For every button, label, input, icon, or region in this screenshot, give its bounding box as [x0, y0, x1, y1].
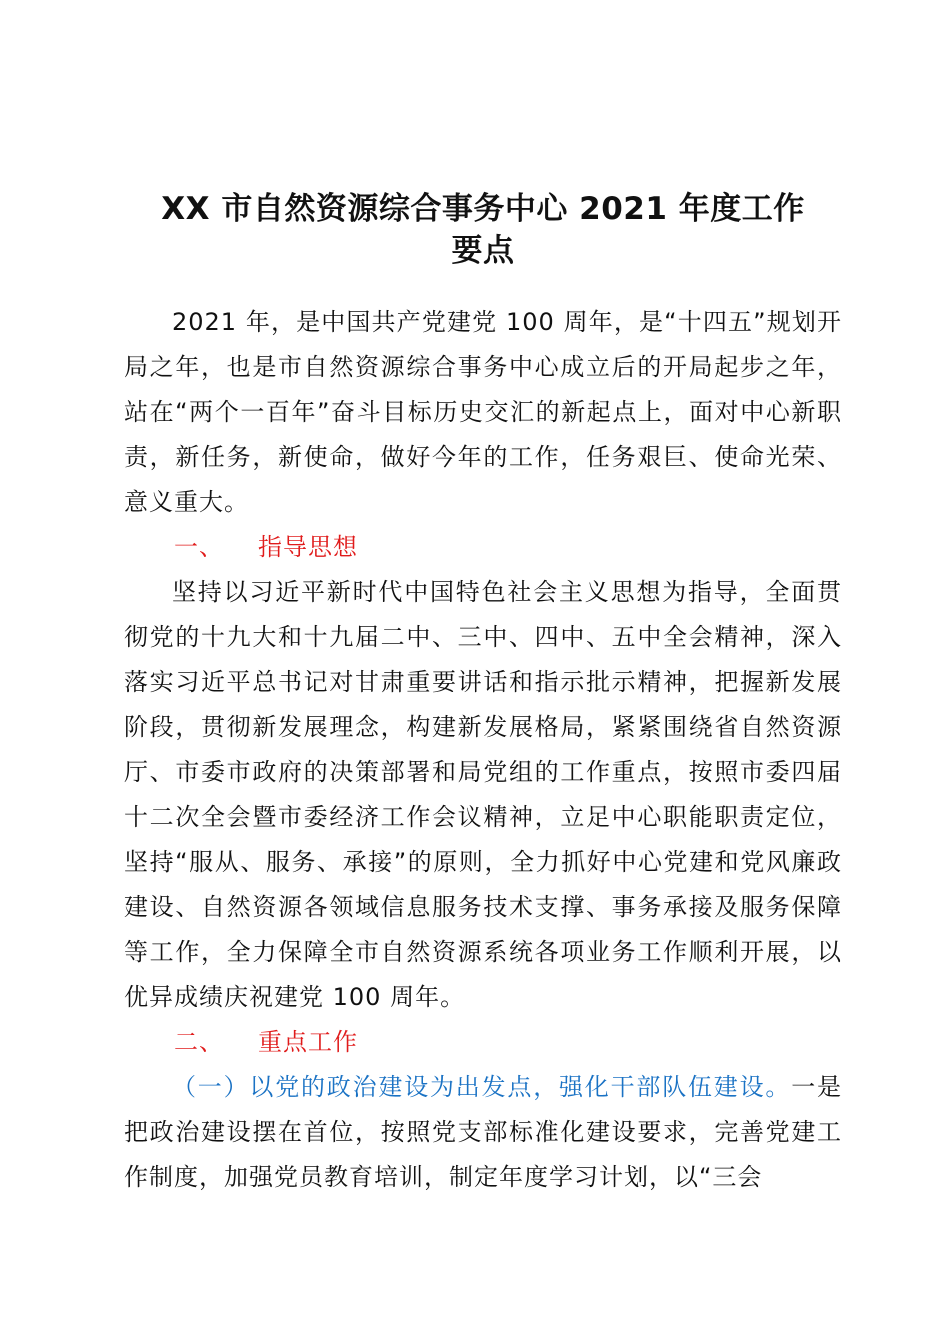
section-number-2: 二、: [174, 1028, 224, 1056]
document-title: [124, 188, 842, 272]
intro-paragraph: 2021 年，是中国共产党建党 100 周年，是“十四五”规划开局之年，也是市自然资源综合事务中心成立后的开局起步之年，站在“两个一百年”奋斗目标历史交汇的新起点上，面对中心新职责，新任务，新使命，做好今年的工作，任务艰巨、使命光荣、意义重大。: [124, 308, 842, 516]
subsection-lead-1: （一）以党的政治建设为出发点，强化干部队伍建设。: [172, 1073, 792, 1101]
section-title-1: 指导思想: [258, 533, 358, 561]
section-number-1: 一、: [174, 533, 224, 561]
title-line-2: 要点: [451, 233, 515, 269]
subsection-body-1: 一是把政治建设摆在首位，按照党支部标准化建设要求，完善党建工作制度，加强党员教育培训，制定年度学习计划，以“三会: [124, 1073, 843, 1191]
section-title-2: 重点工作: [258, 1028, 358, 1056]
section-1-paragraph: 坚持以习近平新时代中国特色社会主义思想为指导，全面贯彻党的十九大和十九届二中、三中、四中、五中全会精神，深入落实习近平总书记对甘肃重要讲话和指示批示精神，把握新发展阶段，贯彻新发展理念，构建新发展格局，紧紧围绕省自然资源厅、市委市政府的决策部署和局党组的工作重点，按照市委四届十二次全会暨市委经济工作会议精神，立足中心职能职责定位，坚持“服从、服务、承接”的原则，全力抓好中心党建和党风廉政建设、自然资源各领域信息服务技术支撑、事务承接及服务保障等工作，全力保障全市自然资源系统各项业务工作顺利开展，以优异成绩庆祝建党 100 周年。: [124, 578, 842, 1011]
title-line-1: XX 市自然资源综合事务中心 2021 年度工作: [161, 191, 805, 227]
document-body: [124, 300, 842, 1200]
section-2-paragraph: [124, 1065, 842, 1200]
section-heading-1: [124, 525, 842, 570]
section-heading-2: [124, 1020, 842, 1065]
